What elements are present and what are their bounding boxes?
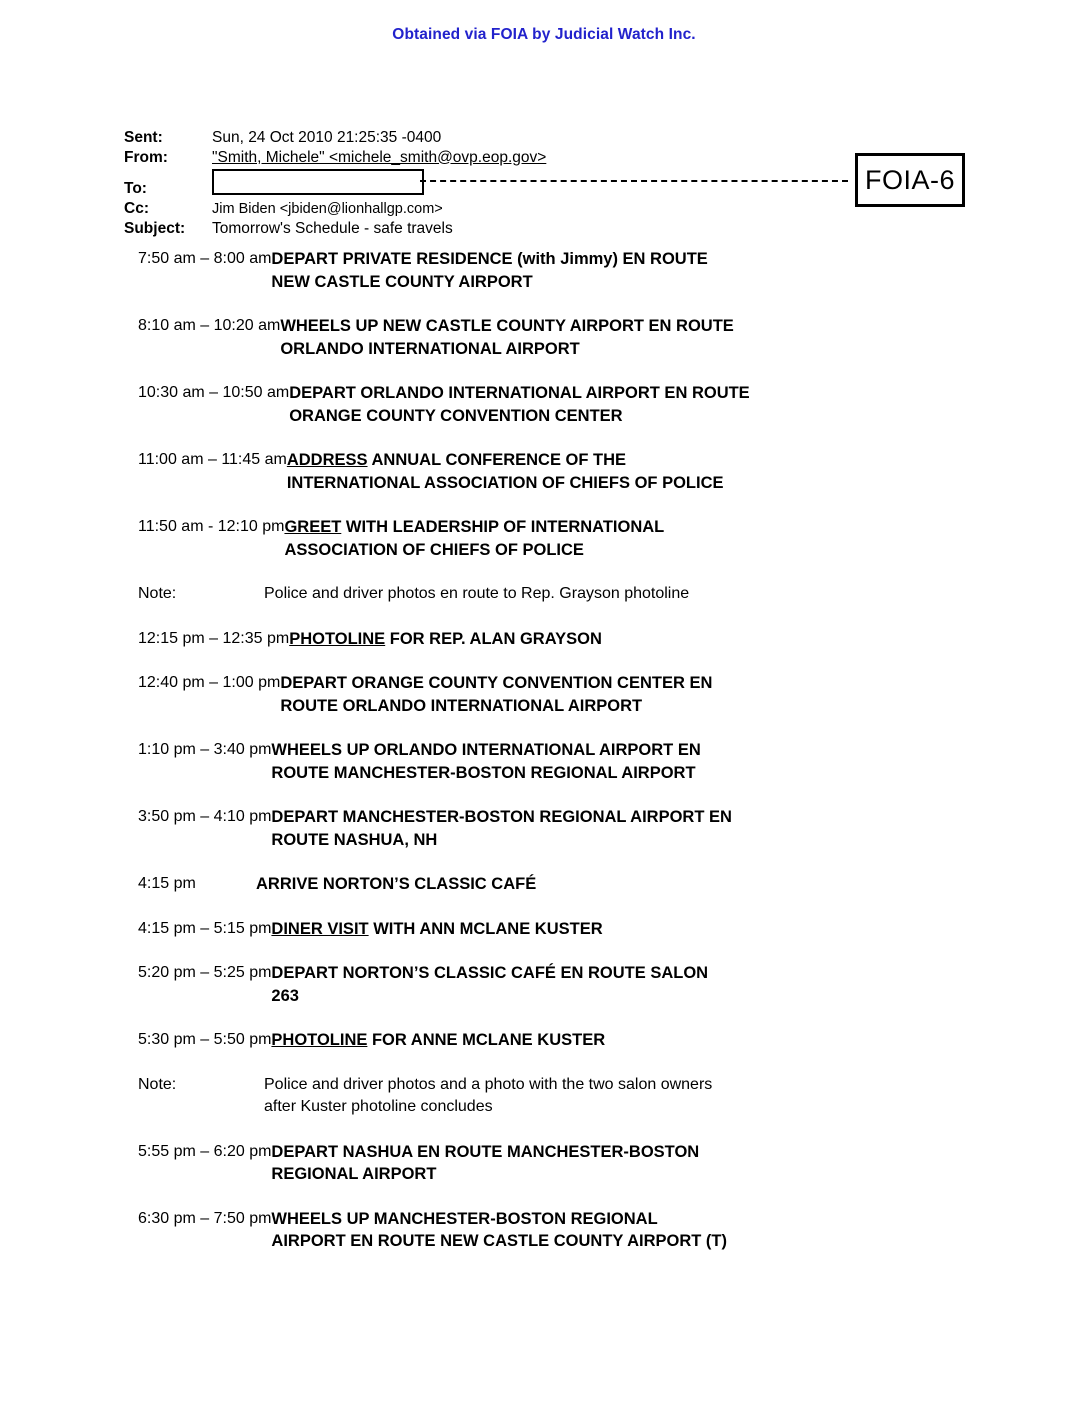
schedule-row [0, 1141, 1088, 1186]
schedule-time: 3:50 pm – 4:10 pm [138, 808, 272, 825]
schedule-note [256, 583, 1088, 606]
schedule-description-line [264, 583, 978, 606]
schedule-text: DEPART PRIVATE RESIDENCE (with Jimmy) EN ROUTE [271, 250, 708, 268]
schedule-list [0, 248, 1088, 1275]
schedule-description-line [271, 1208, 978, 1231]
schedule-time: 7:50 am – 8:00 am [138, 250, 272, 267]
schedule-time: 5:55 pm – 6:20 pm [138, 1142, 272, 1160]
schedule-description-line [256, 873, 978, 896]
sent-value: Sun, 24 Oct 2010 21:25:35 -0400 [212, 129, 442, 146]
schedule-description-line [271, 806, 978, 829]
schedule-description-line [271, 739, 978, 762]
schedule-note [256, 1074, 1088, 1119]
header-row-sent [124, 128, 964, 148]
schedule-time: 10:30 am – 10:50 am [138, 384, 290, 401]
schedule-row [0, 248, 1088, 293]
schedule-description-line [287, 449, 978, 472]
schedule-row [0, 315, 1088, 360]
schedule-row [0, 516, 1088, 561]
schedule-description-line: 263 [271, 986, 299, 1005]
schedule-description [271, 806, 1088, 851]
schedule-row [0, 739, 1088, 784]
schedule-time: 11:00 am – 11:45 am [138, 451, 287, 468]
schedule-description-line: ASSOCIATION OF CHIEFS OF POLICE [284, 540, 584, 559]
schedule-time: 1:10 pm – 3:40 pm [138, 741, 272, 758]
schedule-keyword: GREET [284, 518, 342, 536]
schedule-description [271, 962, 1088, 1007]
schedule-keyword: PHOTOLINE [271, 1031, 368, 1049]
schedule-time: Note: [138, 585, 177, 602]
schedule-description-line: ROUTE ORLANDO INTERNATIONAL AIRPORT [280, 696, 643, 715]
schedule-text: ANNUAL CONFERENCE OF THE [367, 451, 627, 469]
schedule-description [289, 382, 1088, 427]
schedule-text: DEPART NORTON’S CLASSIC CAFÉ EN ROUTE SALON [271, 964, 709, 982]
sent-label: Sent: [124, 129, 163, 146]
schedule-text: WITH LEADERSHIP OF INTERNATIONAL [341, 518, 665, 536]
schedule-text: DEPART MANCHESTER-BOSTON REGIONAL AIRPORT EN [271, 808, 732, 826]
from-label: From: [124, 148, 168, 166]
schedule-description [271, 1141, 1088, 1186]
schedule-row [0, 806, 1088, 851]
subject-value: Tomorrow's Schedule - safe travels [212, 220, 453, 237]
schedule-description [271, 1208, 1088, 1253]
schedule-description [271, 248, 1088, 293]
schedule-description [271, 739, 1088, 784]
schedule-time: 5:30 pm – 5:50 pm [138, 1031, 272, 1048]
schedule-keyword: DINER VISIT [271, 919, 369, 938]
schedule-description-line: ROUTE NASHUA, NH [271, 830, 438, 849]
cc-value: Jim Biden <jbiden@lionhallgp.com> [212, 200, 443, 217]
schedule-description [271, 1029, 1088, 1052]
cc-label: Cc: [124, 199, 149, 217]
schedule-description [289, 628, 1088, 651]
header-row-subject [124, 219, 964, 239]
schedule-description-line: ORANGE COUNTY CONVENTION CENTER [289, 406, 623, 425]
schedule-text: FOR ANNE MCLANE KUSTER [367, 1031, 606, 1049]
schedule-time: 4:15 pm – 5:15 pm [138, 919, 272, 937]
schedule-row [0, 449, 1088, 494]
schedule-time: 6:30 pm – 7:50 pm [138, 1209, 272, 1227]
schedule-description-line [280, 315, 978, 338]
foia-stamp: FOIA-6 [855, 153, 965, 207]
email-header [124, 128, 964, 239]
schedule-keyword: PHOTOLINE [289, 629, 386, 648]
schedule-description-line: INTERNATIONAL ASSOCIATION OF CHIEFS OF POLICE [286, 473, 724, 492]
foia-watermark-banner: Obtained via FOIA by Judicial Watch Inc. [392, 26, 696, 43]
schedule-description-line [264, 1074, 978, 1097]
schedule-text: Police and driver photos en route to Rep. Grayson photoline [264, 585, 690, 602]
redaction-box [212, 169, 424, 195]
header-row-from [124, 148, 964, 168]
schedule-text: WHEELS UP MANCHESTER-BOSTON REGIONAL [271, 1209, 658, 1228]
schedule-text: WHEELS UP NEW CASTLE COUNTY AIRPORT EN ROUTE [280, 317, 734, 335]
schedule-time: Note: [138, 1075, 177, 1093]
schedule-text: WHEELS UP ORLANDO INTERNATIONAL AIRPORT EN [271, 741, 701, 759]
to-label: To: [124, 180, 147, 197]
schedule-description-line [271, 1029, 978, 1052]
schedule-time: 12:40 pm – 1:00 pm [138, 674, 281, 691]
schedule-time: 4:15 pm [138, 875, 196, 892]
schedule-description-line [289, 628, 978, 651]
header-row-to [124, 167, 964, 199]
schedule-description-line: AIRPORT EN ROUTE NEW CASTLE COUNTY AIRPORT (T) [271, 1232, 728, 1250]
schedule-row [0, 1029, 1088, 1052]
schedule-text: FOR REP. ALAN GRAYSON [385, 629, 602, 648]
header-row-cc [124, 199, 964, 220]
schedule-description-line [280, 672, 978, 695]
schedule-text: DEPART ORLANDO INTERNATIONAL AIRPORT EN ROUTE [289, 384, 750, 402]
schedule-description [284, 516, 1088, 561]
schedule-row [0, 1074, 1088, 1119]
schedule-row [0, 628, 1088, 651]
schedule-description [271, 918, 1088, 941]
schedule-text: WITH ANN MCLANE KUSTER [368, 919, 603, 938]
schedule-time: 8:10 am – 10:20 am [138, 317, 281, 334]
schedule-keyword: ADDRESS [286, 451, 368, 469]
schedule-description-line [271, 248, 978, 271]
schedule-text: DEPART ORANGE COUNTY CONVENTION CENTER EN [280, 674, 713, 692]
schedule-description [280, 315, 1088, 360]
schedule-description-line: ROUTE MANCHESTER-BOSTON REGIONAL AIRPORT [271, 763, 696, 782]
schedule-row [0, 962, 1088, 1007]
schedule-description-line [271, 962, 978, 985]
schedule-time: 12:15 pm – 12:35 pm [138, 629, 290, 647]
schedule-row [0, 672, 1088, 717]
schedule-description [280, 672, 1088, 717]
from-value: "Smith, Michele" <michele_smith@ovp.eop.gov> [212, 148, 547, 166]
schedule-description [287, 449, 1088, 494]
schedule-description-line [289, 382, 978, 405]
schedule-row [0, 583, 1088, 606]
subject-label: Subject: [124, 220, 186, 237]
schedule-description-line: after Kuster photoline concludes [264, 1098, 493, 1115]
schedule-row [0, 918, 1088, 941]
schedule-row [0, 873, 1088, 896]
schedule-description-line: REGIONAL AIRPORT [271, 1165, 437, 1183]
schedule-row [0, 1208, 1088, 1253]
schedule-time: 5:20 pm – 5:25 pm [138, 964, 272, 981]
schedule-description-line: NEW CASTLE COUNTY AIRPORT [271, 272, 533, 291]
schedule-description-line [271, 1141, 978, 1164]
schedule-text: Police and driver photos and a photo with the two salon owners [264, 1075, 713, 1093]
schedule-description-line [271, 918, 978, 941]
schedule-row [0, 382, 1088, 427]
schedule-text: DEPART NASHUA EN ROUTE MANCHESTER-BOSTON [271, 1142, 700, 1161]
schedule-description-line: ORLANDO INTERNATIONAL AIRPORT [280, 339, 580, 358]
schedule-text: ARRIVE NORTON’S CLASSIC CAFÉ [256, 875, 537, 893]
schedule-time: 11:50 am - 12:10 pm [138, 518, 285, 535]
redaction-dashed-line [420, 180, 848, 182]
schedule-description-line [284, 516, 978, 539]
schedule-description [256, 873, 1088, 896]
